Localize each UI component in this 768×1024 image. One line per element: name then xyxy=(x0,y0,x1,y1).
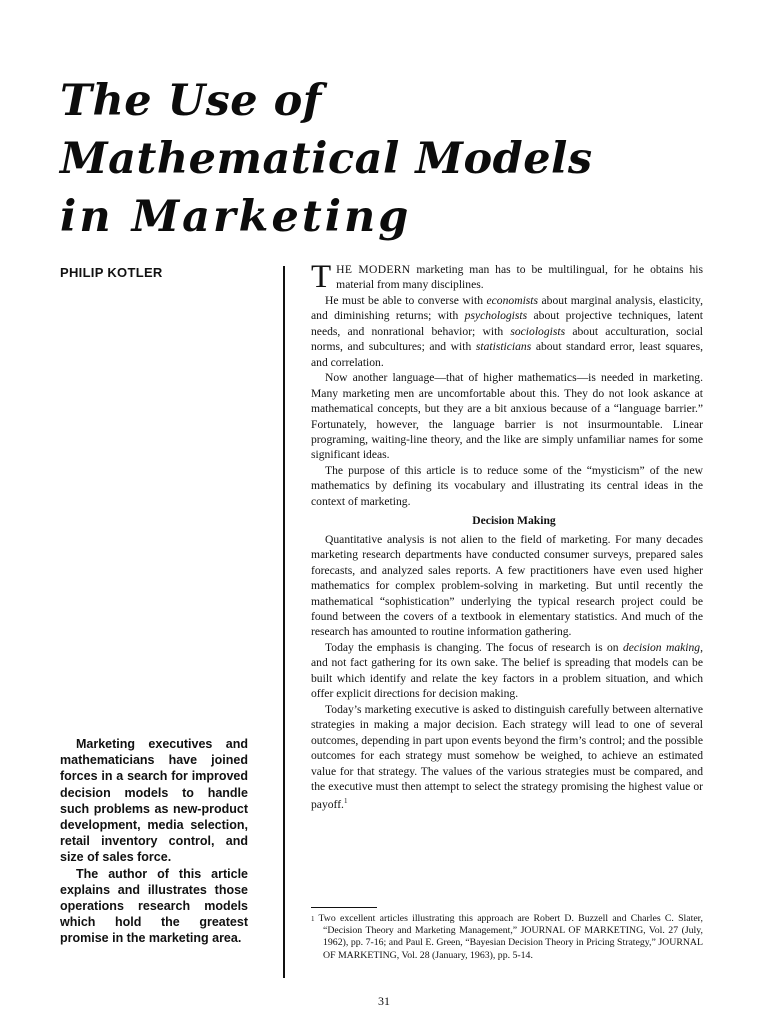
text-run: He must be able to converse with xyxy=(325,293,487,307)
drop-cap: T xyxy=(311,259,332,295)
body-paragraph-1 xyxy=(311,259,704,295)
article-title xyxy=(60,72,593,246)
title-line-3: in Marketing xyxy=(60,192,412,242)
text-run: about standard error, least squares, and correlation. xyxy=(311,340,703,369)
body-paragraph-1-text: marketing man has to be multilingual, for he obtains his material from many disciplines. xyxy=(336,263,704,292)
italic-term: statisticians xyxy=(475,340,532,354)
opening-caps: HE MODERN xyxy=(336,263,411,276)
italic-term: sociologists xyxy=(510,324,566,338)
body-paragraph-5: Quantitative analysis is not alien to the field of marketing. For many decades marketing research departments have conducted consumer surveys, prepared sales forecasts, and analyzed sales reports. A few practitioners have even used higher mathematics for complex problem-solving in marketing. But until recently the mathematical “sophistication” underlying the typical research project could be found between the covers of a textbook in elementary statistics. And much of the research has amounted to routine information gathering. xyxy=(311,532,703,639)
text-run: about acculturation, social norms, and subcultures; and with xyxy=(311,324,703,354)
text-run: Today the emphasis is changing. The focus of research is on xyxy=(325,640,623,654)
body-paragraph-6 xyxy=(311,640,703,702)
footnote xyxy=(311,913,703,962)
italic-term: economists xyxy=(486,293,539,307)
text-run: about projective techniques, latent needs, and nonrational behavior; with xyxy=(311,309,703,338)
body-paragraph-7 xyxy=(311,702,703,813)
title-line-1: The Use of xyxy=(60,76,322,126)
footnote-reference: 1 xyxy=(343,797,348,806)
body-paragraph-7-text: Today’s marketing executive is asked to distinguish carefully between alternative strategies in making a major decision. Each strategy will lead to one of several outcomes, depending in part upon events beyond the firm’s control; and the possible outcomes for each strategy must somehow be weighed, to achieve an estimated value for that strategy. The values of the various strategies must be compared, and the executive must then attempt to select the strategy promising the highest value or payoff. xyxy=(311,702,703,812)
column-divider xyxy=(283,266,285,978)
body-paragraph-2 xyxy=(311,293,703,370)
italic-term: decision making xyxy=(622,640,701,654)
body-paragraph-3: Now another language—that of higher mathematics—is needed in marketing. Many marketing men are uncomfortable about this. They do not look askance at mathematical concepts, but they are a bit anxious because of a “language barrier.” Fortunately, however, the language barrier is not insurmountable. Linear programing, waiting-line theory, and the like are simply unfamiliar names for some significant ideas. xyxy=(311,371,703,462)
author-name: PHILIP KOTLER xyxy=(60,265,163,280)
text-run: about marginal analysis, elasticity, and diminishing returns; with xyxy=(311,293,703,323)
article-body xyxy=(311,259,704,813)
abstract-paragraph-1: Marketing executives and mathematicians have joined forces in a search for improved decision models to handle such problems as new-product development, media selection, retail inventory control, and size of sales force. xyxy=(60,737,248,865)
footnote-rule xyxy=(311,907,377,908)
abstract-paragraph-2: The author of this article explains and illustrates those operations research models which hold the greatest promise in the marketing area. xyxy=(60,866,248,946)
section-heading: Decision Making xyxy=(472,514,556,528)
page-number: 31 xyxy=(378,994,390,1008)
italic-term: psychologists xyxy=(464,309,528,323)
footnote-number: 1 xyxy=(311,915,315,923)
footnote-text: Two excellent articles illustrating this approach are Robert D. Buzzell and Charles C. Slater, “Decision Theory and Marketing Management,” JOURNAL OF MARKETING, Vol. 27 (July, 1962), pp. 7-16; and Paul E. Green, “Bayesian Decision Theory in Pricing Strategy,” JOURNAL OF MARKETING, Vol. 28 (January, 1963), pp. 5-14. xyxy=(318,913,703,961)
body-paragraph-4: The purpose of this article is to reduce some of the “mysticism” of the new mathematics by defining its vocabulary and illustrating its central ideas in the context of marketing. xyxy=(311,463,703,508)
abstract xyxy=(60,736,248,947)
text-run: , and not fact gathering for its own sake. The belief is spreading that models can be built which identify and relate the key factors in a problem situation, and which offer explicit directions for decision making. xyxy=(311,640,703,701)
title-line-2: Mathematical Models xyxy=(60,134,593,184)
